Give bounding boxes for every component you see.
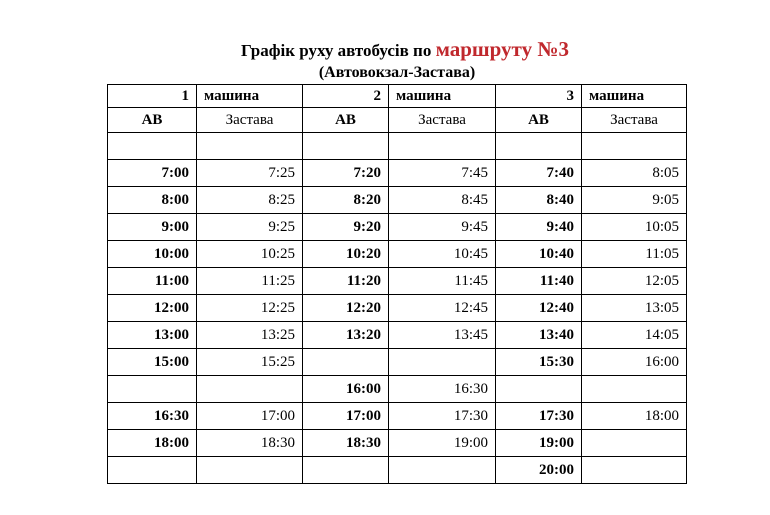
arrival-zastava-cell [582, 133, 687, 160]
departure-ab-cell: 13:00 [108, 322, 197, 349]
arrival-zastava-cell [389, 133, 496, 160]
departure-ab-cell: 9:40 [496, 214, 582, 241]
table-row [108, 376, 687, 403]
departure-ab-cell: 15:00 [108, 349, 197, 376]
departure-ab-cell: 18:30 [303, 430, 389, 457]
arrival-zastava-cell: 10:25 [197, 241, 303, 268]
schedule-table [107, 84, 687, 484]
machine-2-number: 2 [303, 85, 389, 108]
departure-ab-cell: 12:00 [108, 295, 197, 322]
departure-ab-cell: 10:40 [496, 241, 582, 268]
departure-ab-cell: 9:20 [303, 214, 389, 241]
departure-ab-cell: 17:00 [303, 403, 389, 430]
departure-ab-cell: 17:30 [496, 403, 582, 430]
arrival-zastava-cell: 17:30 [389, 403, 496, 430]
table-row [108, 187, 687, 214]
arrival-zastava-cell: 16:00 [582, 349, 687, 376]
departure-ab-cell: 11:40 [496, 268, 582, 295]
arrival-zastava-cell: 9:45 [389, 214, 496, 241]
col-header-zastava: Застава [582, 108, 687, 133]
col-header-zastava: Застава [197, 108, 303, 133]
col-header-ab: АВ [108, 108, 197, 133]
arrival-zastava-cell: 10:45 [389, 241, 496, 268]
machine-3-number: 3 [496, 85, 582, 108]
arrival-zastava-cell [389, 457, 496, 484]
title-route-number: маршруту №3 [435, 37, 569, 61]
arrival-zastava-cell: 15:25 [197, 349, 303, 376]
departure-ab-cell: 16:00 [303, 376, 389, 403]
table-row [108, 214, 687, 241]
departure-ab-cell: 9:00 [108, 214, 197, 241]
arrival-zastava-cell [582, 376, 687, 403]
table-row [108, 322, 687, 349]
table-row [108, 133, 687, 160]
arrival-zastava-cell: 8:05 [582, 160, 687, 187]
col-header-ab: АВ [303, 108, 389, 133]
arrival-zastava-cell [582, 457, 687, 484]
arrival-zastava-cell: 13:05 [582, 295, 687, 322]
departure-ab-cell: 18:00 [108, 430, 197, 457]
arrival-zastava-cell: 12:45 [389, 295, 496, 322]
column-header-row [108, 108, 687, 133]
machine-2-label: машина [389, 85, 496, 108]
arrival-zastava-cell: 11:45 [389, 268, 496, 295]
arrival-zastava-cell: 19:00 [389, 430, 496, 457]
departure-ab-cell [496, 133, 582, 160]
table-row [108, 241, 687, 268]
departure-ab-cell: 13:20 [303, 322, 389, 349]
table-row [108, 403, 687, 430]
departure-ab-cell: 16:30 [108, 403, 197, 430]
arrival-zastava-cell: 10:05 [582, 214, 687, 241]
departure-ab-cell: 19:00 [496, 430, 582, 457]
arrival-zastava-cell: 9:25 [197, 214, 303, 241]
departure-ab-cell: 13:40 [496, 322, 582, 349]
arrival-zastava-cell: 11:25 [197, 268, 303, 295]
arrival-zastava-cell: 7:25 [197, 160, 303, 187]
departure-ab-cell: 15:30 [496, 349, 582, 376]
machine-1-number: 1 [108, 85, 197, 108]
arrival-zastava-cell [197, 376, 303, 403]
departure-ab-cell: 10:00 [108, 241, 197, 268]
schedule-title [0, 38, 770, 62]
col-header-ab: АВ [496, 108, 582, 133]
departure-ab-cell: 7:00 [108, 160, 197, 187]
departure-ab-cell: 20:00 [496, 457, 582, 484]
departure-ab-cell: 12:20 [303, 295, 389, 322]
departure-ab-cell: 12:40 [496, 295, 582, 322]
departure-ab-cell: 11:20 [303, 268, 389, 295]
arrival-zastava-cell: 17:00 [197, 403, 303, 430]
arrival-zastava-cell [582, 430, 687, 457]
machine-header-row [108, 85, 687, 108]
arrival-zastava-cell [197, 133, 303, 160]
table-row [108, 295, 687, 322]
table-row [108, 268, 687, 295]
arrival-zastava-cell: 12:05 [582, 268, 687, 295]
arrival-zastava-cell: 9:05 [582, 187, 687, 214]
arrival-zastava-cell: 18:00 [582, 403, 687, 430]
table-row [108, 349, 687, 376]
arrival-zastava-cell: 13:25 [197, 322, 303, 349]
title-main: Графік руху автобусів по [241, 41, 432, 60]
arrival-zastava-cell: 16:30 [389, 376, 496, 403]
arrival-zastava-cell: 18:30 [197, 430, 303, 457]
departure-ab-cell [303, 133, 389, 160]
machine-3-label: машина [582, 85, 687, 108]
departure-ab-cell: 7:20 [303, 160, 389, 187]
arrival-zastava-cell: 13:45 [389, 322, 496, 349]
arrival-zastava-cell [197, 457, 303, 484]
departure-ab-cell: 10:20 [303, 241, 389, 268]
departure-ab-cell [496, 376, 582, 403]
departure-ab-cell [108, 457, 197, 484]
arrival-zastava-cell: 7:45 [389, 160, 496, 187]
arrival-zastava-cell: 14:05 [582, 322, 687, 349]
arrival-zastava-cell: 12:25 [197, 295, 303, 322]
schedule-subtitle: (Автовокзал-Застава) [318, 64, 476, 81]
departure-ab-cell [303, 349, 389, 376]
departure-ab-cell: 8:20 [303, 187, 389, 214]
departure-ab-cell [303, 457, 389, 484]
arrival-zastava-cell [389, 349, 496, 376]
table-row [108, 430, 687, 457]
departure-ab-cell: 11:00 [108, 268, 197, 295]
departure-ab-cell [108, 376, 197, 403]
machine-1-label: машина [197, 85, 303, 108]
arrival-zastava-cell: 8:25 [197, 187, 303, 214]
departure-ab-cell: 8:00 [108, 187, 197, 214]
table-row [108, 160, 687, 187]
departure-ab-cell: 7:40 [496, 160, 582, 187]
table-row [108, 457, 687, 484]
col-header-zastava: Застава [389, 108, 496, 133]
departure-ab-cell: 8:40 [496, 187, 582, 214]
departure-ab-cell [108, 133, 197, 160]
arrival-zastava-cell: 11:05 [582, 241, 687, 268]
arrival-zastava-cell: 8:45 [389, 187, 496, 214]
schedule-rows [108, 133, 687, 484]
